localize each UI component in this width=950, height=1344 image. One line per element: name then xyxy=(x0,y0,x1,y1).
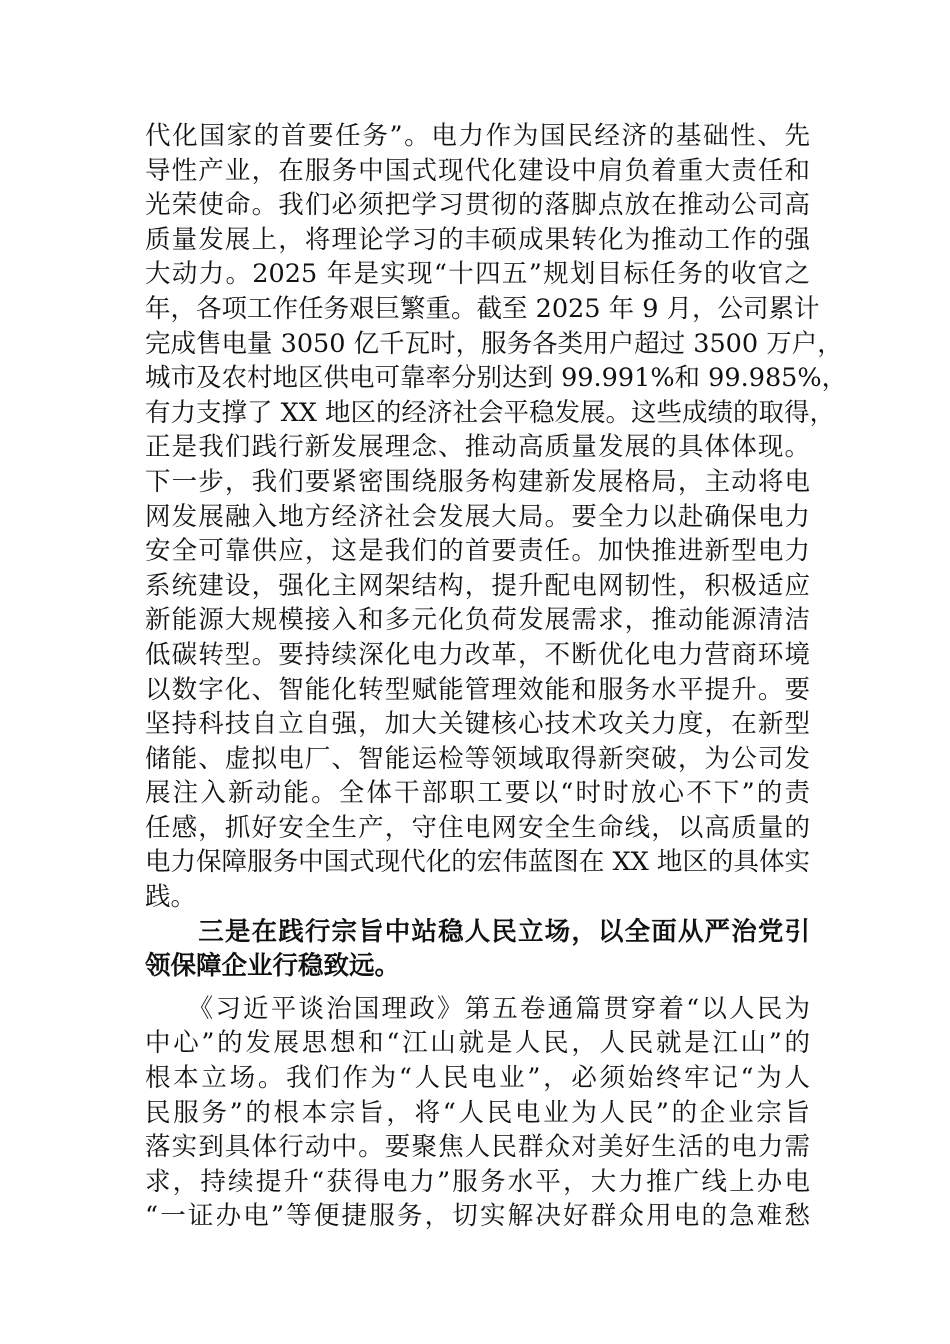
text-line: “一证办电”等便捷服务，切实解决好群众用电的急难愁 xyxy=(145,1201,810,1232)
text-line: 根本立场。我们作为“人民电业”，必须始终牢记“为人 xyxy=(145,1063,810,1094)
text-line: 任感，抓好安全生产，守住电网安全生命线，以高质量的 xyxy=(145,812,810,843)
text-line: 《习近平谈治国理政》第五卷通篇贯穿着“以人民为 xyxy=(145,993,810,1024)
body-paragraph-2 xyxy=(145,992,810,1234)
text-line: 电力保障服务中国式现代化的宏伟蓝图在 XX 地区的具体实 xyxy=(145,847,810,878)
text-line: 导性产业，在服务中国式现代化建设中肩负着重大责任和 xyxy=(145,155,810,186)
text-line: 展注入新动能。全体干部职工要以“时时放心不下”的责 xyxy=(145,778,810,809)
text-line: 光荣使命。我们必须把学习贯彻的落脚点放在推动公司高 xyxy=(145,190,810,221)
text-line: 新能源大规模接入和多元化负荷发展需求，推动能源清洁 xyxy=(145,605,810,636)
text-line: 低碳转型。要持续深化电力改革，不断优化电力营商环境 xyxy=(145,639,810,670)
text-line: 储能、虚拟电厂、智能运检等领域取得新突破，为公司发 xyxy=(145,743,810,774)
heading-line: 三是在践行宗旨中站稳人民立场，以全面从严治党引 xyxy=(145,916,810,947)
text-line: 践。 xyxy=(145,882,197,913)
text-line: 民服务”的根本宗旨，将“人民电业为人民”的企业宗旨 xyxy=(145,1097,810,1128)
document-body xyxy=(145,119,848,1234)
text-line: 大动力。2025 年是实现“十四五”规划目标任务的收官之 xyxy=(145,259,810,290)
text-line: 以数字化、智能化转型赋能管理效能和服务水平提升。要 xyxy=(145,674,810,705)
text-line: 有力支撑了 XX 地区的经济社会平稳发展。这些成绩的取得， xyxy=(145,397,836,428)
text-line: 质量发展上，将理论学习的丰硕成果转化为推动工作的强 xyxy=(145,224,810,255)
body-paragraph-1 xyxy=(145,119,848,915)
text-line: 网发展融入地方经济社会发展大局。要全力以赴确保电力 xyxy=(145,501,810,532)
text-line: 安全可靠供应，这是我们的首要责任。加快推进新型电力 xyxy=(145,536,810,567)
text-line: 代化国家的首要任务”。电力作为国民经济的基础性、先 xyxy=(145,121,810,151)
text-line: 落实到具体行动中。要聚焦人民群众对美好生活的电力需 xyxy=(145,1132,810,1163)
text-line: 完成售电量 3050 亿千瓦时，服务各类用户超过 3500 万户， xyxy=(145,328,843,359)
section-heading xyxy=(145,915,810,984)
text-line: 系统建设，强化主网架结构，提升配电网韧性，积极适应 xyxy=(145,570,810,601)
text-line: 中心”的发展思想和“江山就是人民，人民就是江山”的 xyxy=(145,1028,810,1059)
heading-line: 领保障企业行稳致远。 xyxy=(145,951,401,982)
text-line: 城市及农村地区供电可靠率分别达到 99.991%和 99.985%， xyxy=(145,363,848,394)
text-line: 正是我们践行新发展理念、推动高质量发展的具体体现。 xyxy=(145,432,810,463)
text-line: 下一步，我们要紧密围绕服务构建新发展格局，主动将电 xyxy=(145,466,810,497)
text-line: 坚持科技自立自强，加大关键核心技术攻关力度，在新型 xyxy=(145,709,810,740)
paragraph-spacing xyxy=(145,984,810,992)
text-line: 求，持续提升“获得电力”服务水平，大力推广线上办电 xyxy=(145,1166,810,1197)
text-line: 年，各项工作任务艰巨繁重。截至 2025 年 9 月，公司累计 xyxy=(145,293,820,324)
